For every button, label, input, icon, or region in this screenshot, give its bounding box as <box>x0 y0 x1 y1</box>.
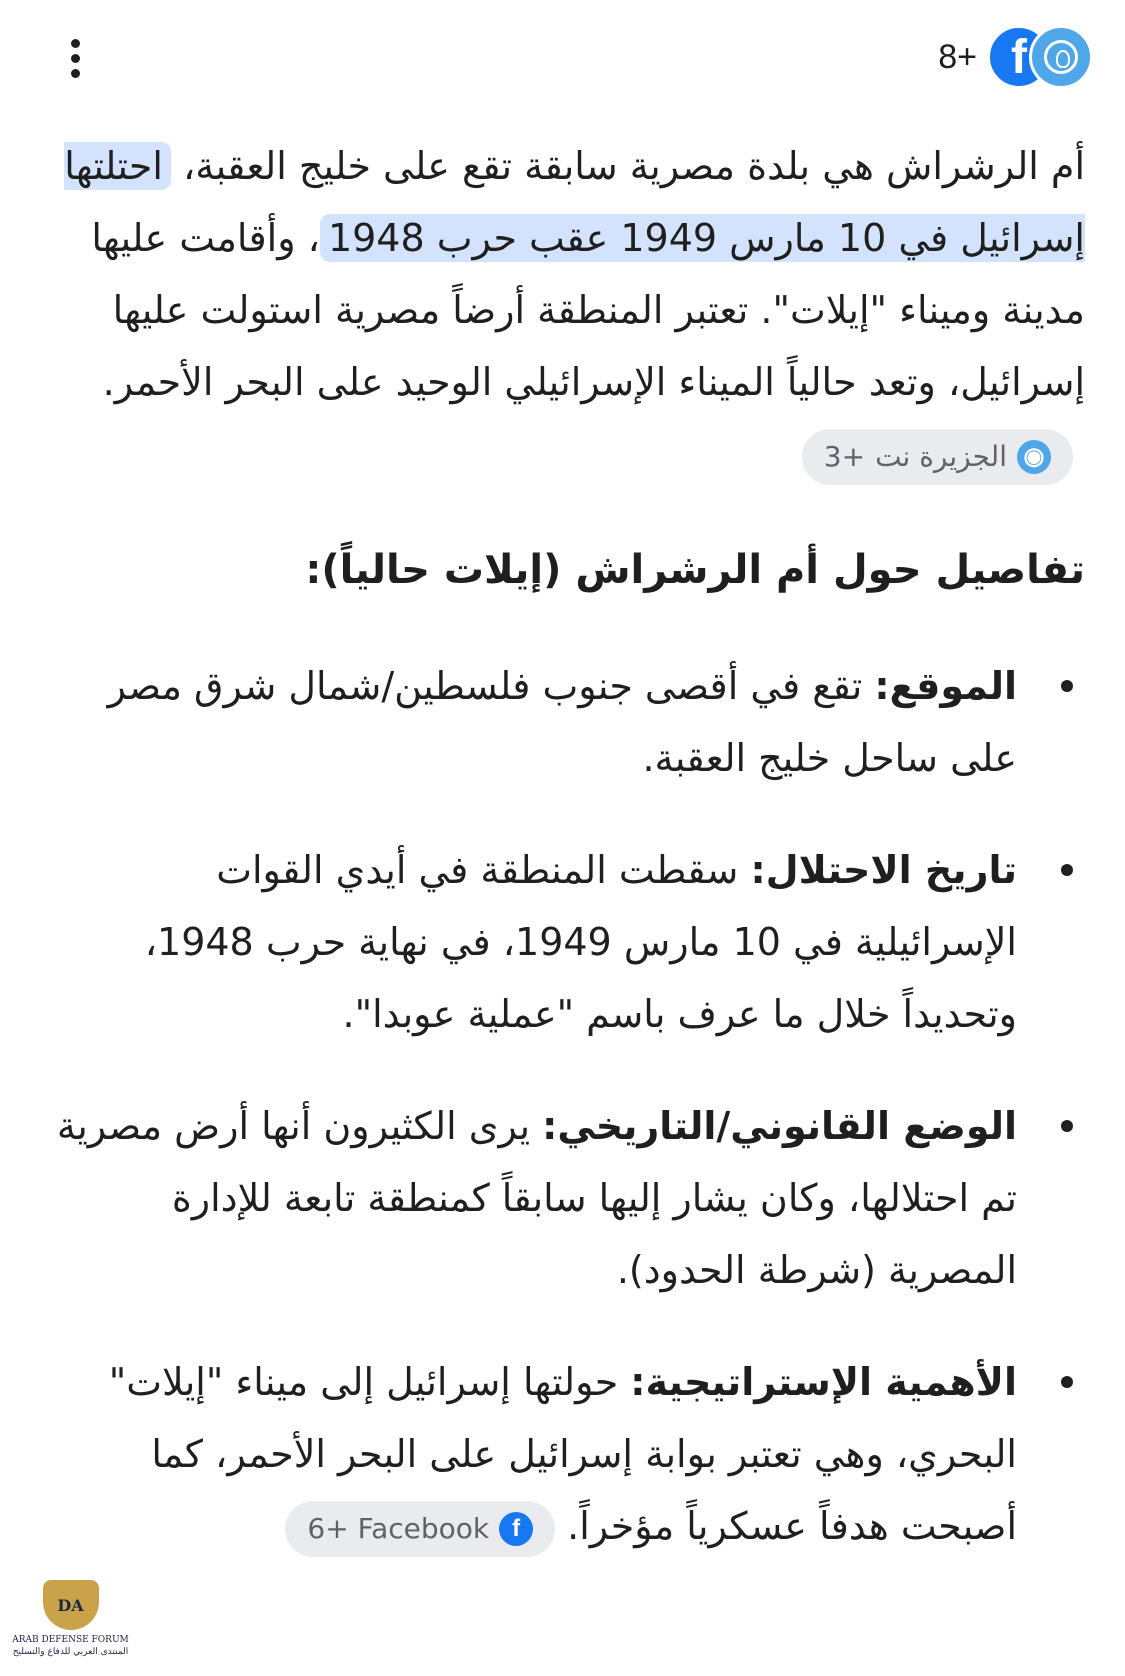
intro-text: أم الرشراش هي بلدة مصرية سابقة تقع على خليج العقبة، <box>183 144 1085 188</box>
bullet-title: الوضع القانوني/التاريخي: <box>542 1104 1017 1148</box>
chip-label: الجزيرة نت <box>875 439 1007 473</box>
chip-count: 6+ <box>307 1511 349 1545</box>
answer-content <box>50 130 1085 1602</box>
watermark-line1: ARAB DEFENSE FORUM <box>12 1635 129 1645</box>
highlighted-text[interactable]: احتلتها إسرائيل في 10 مارس 1949 عقب حرب 1948 <box>64 144 1085 260</box>
list-item <box>50 1346 1085 1562</box>
watermark-line2: المنتدى العربي للدفاع والتسليح <box>12 1647 129 1657</box>
sources-button[interactable] <box>938 22 1093 92</box>
bullet-text: تقع في أقصى جنوب فلسطين/شمال شرق مصر على ساحل خليج العقبة. <box>107 664 1017 780</box>
source-chip-aljazeera[interactable] <box>802 429 1073 485</box>
list-item <box>50 650 1085 794</box>
chip-label-group <box>307 1505 489 1553</box>
list-item <box>50 1090 1085 1306</box>
watermark-logo <box>8 1580 133 1672</box>
intro-paragraph <box>50 130 1085 490</box>
list-item <box>50 834 1085 1050</box>
details-list <box>50 650 1085 1562</box>
facebook-icon: f <box>987 25 1051 89</box>
watermark-text <box>12 1634 129 1658</box>
chip-count: 3+ <box>823 439 866 473</box>
section-heading: تفاصيل حول أم الرشراش (إيلات حالياً): <box>305 547 1085 593</box>
facebook-icon: f <box>499 1512 533 1546</box>
intro-text-continued: ، وأقامت عليها مدينة وميناء "إيلات". تعتبر المنطقة أرضاً مصرية استولت عليها إسرائيل، وتعد حالياً الميناء الإسرائيلي الوحيد على البحر الأحمر. <box>91 216 1085 404</box>
more-options-icon[interactable] <box>50 30 100 86</box>
shield-icon: DA <box>43 1580 99 1630</box>
bullet-title: الموقع: <box>874 664 1017 708</box>
aljazeera-icon: ◉ <box>1017 440 1051 474</box>
sources-count: 8+ <box>938 37 977 76</box>
bullet-title: الأهمية الإستراتيجية: <box>630 1360 1017 1404</box>
bullet-title: تاريخ الاحتلال: <box>750 848 1017 892</box>
aljazeera-icon <box>1029 25 1093 89</box>
chip-label: Facebook <box>357 1511 490 1545</box>
source-chip-facebook[interactable] <box>285 1501 555 1557</box>
bullet-text: يرى الكثيرون أنها أرض مصرية تم احتلالها، وكان يشار إليها سابقاً كمنطقة تابعة للإدارة المصرية (شرطة الحدود). <box>56 1104 1017 1292</box>
bullet-text: سقطت المنطقة في أيدي القوات الإسرائيلية في 10 مارس 1949، في نهاية حرب 1948، وتحديداً خلال ما عرف باسم "عملية عوبدا". <box>144 848 1017 1036</box>
bullet-text: حولتها إسرائيل إلى ميناء "إيلات" البحري، وهي تعتبر بوابة إسرائيل على البحر الأحمر، كما أصبحت هدفاً عسكرياً مؤخراً. <box>108 1360 1017 1548</box>
top-bar <box>0 0 1125 115</box>
